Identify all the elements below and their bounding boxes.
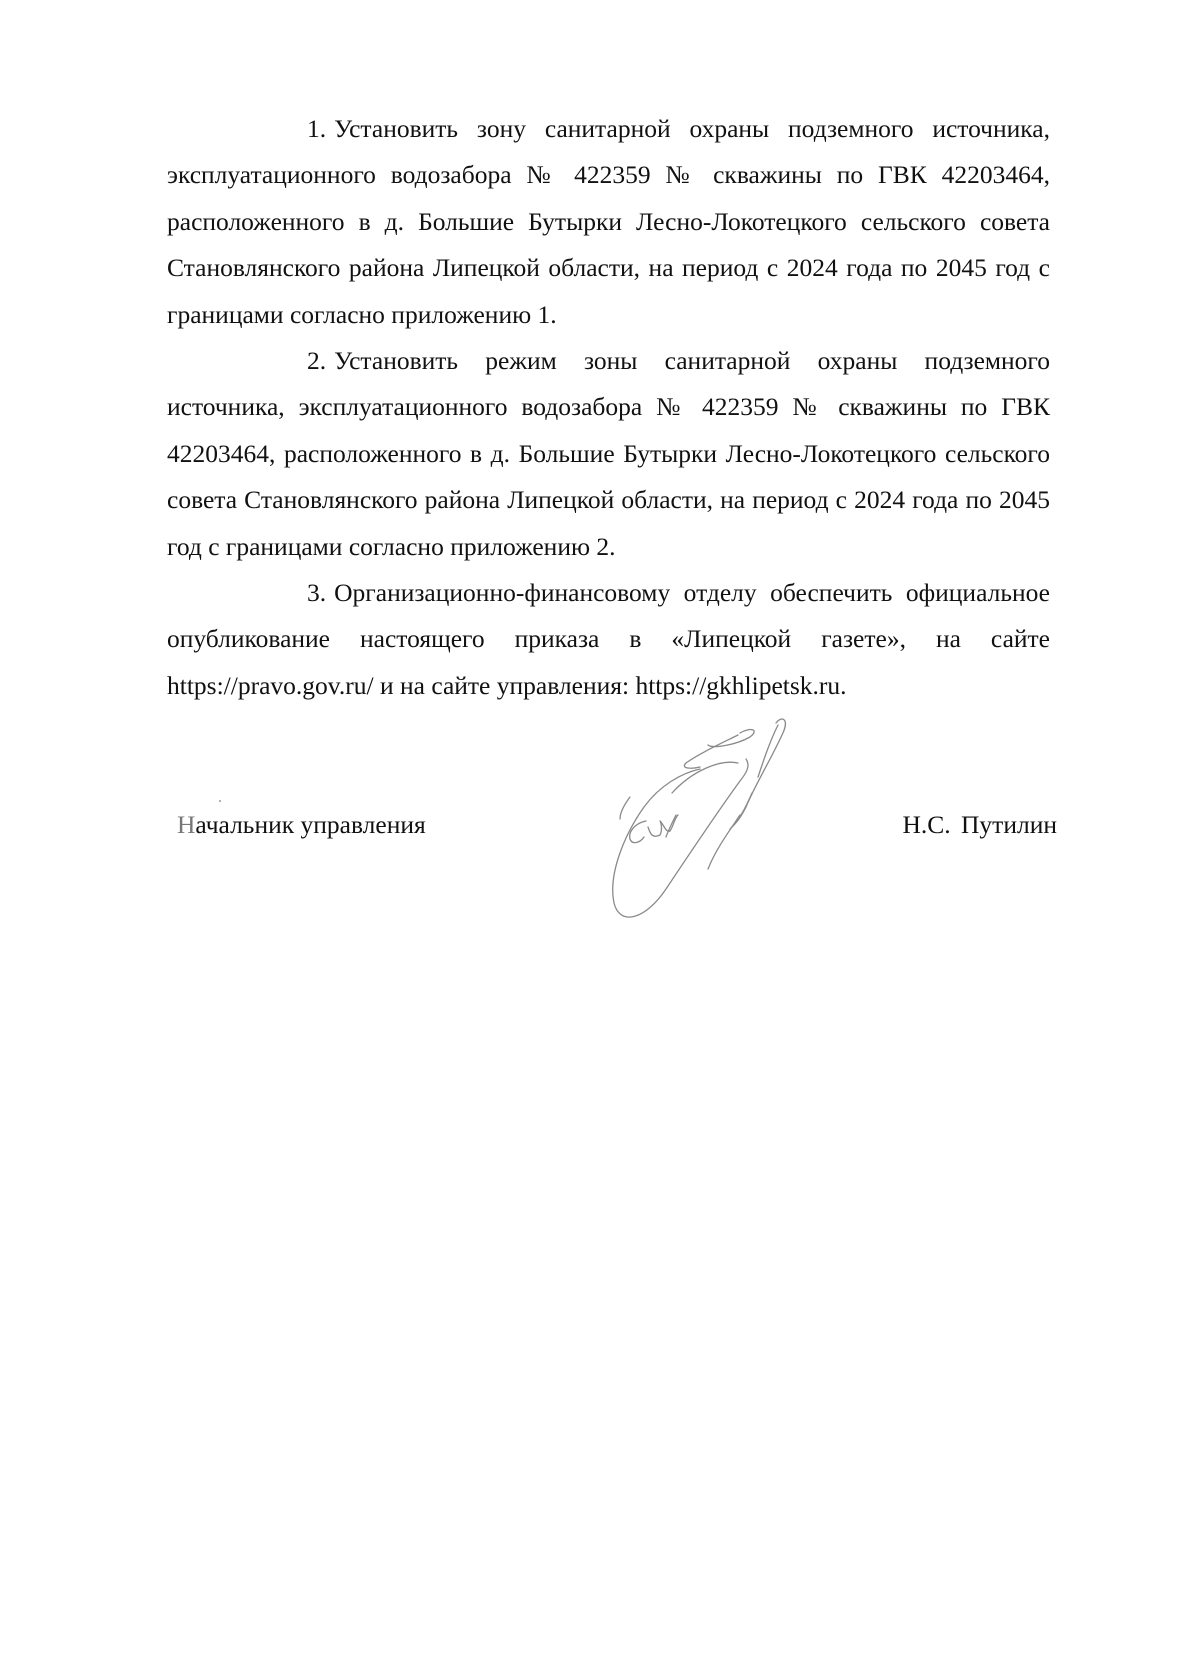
position-title (177, 807, 426, 843)
position-title-rest: ачальник управления (195, 810, 426, 839)
clause-text: Установить зону санитарной охраны подземного источника, эксплуатационного водозабора № 422359 № скважины по ГВК 42203464, расположенного в д. Большие Бутырки Лесно-Локотецкого сельского совета Становлянского района Липецкой области, на период с 2024 года по 2045 год с границами согласно приложению 1. (167, 114, 1050, 329)
signer-name: Н.С. Путилин (902, 810, 1057, 839)
clause-3 (167, 570, 1050, 709)
position-title-initial: Н (177, 810, 196, 839)
clause-1 (167, 106, 1050, 338)
clause-2 (167, 338, 1050, 570)
scan-speck (219, 800, 221, 802)
handwritten-signature (600, 715, 840, 955)
clause-text: Организационно-финансовому отделу обеспечить официальное опубликование настоящего приказа в «Липецкой газете», на сайте https://pravo.gov.ru/ и на сайте управления: https://gkhlipetsk.ru. (167, 578, 1050, 700)
clause-number: 3. (307, 578, 327, 608)
clause-number: 2. (307, 346, 327, 376)
clause-text: Установить режим зоны санитарной охраны подземного источника, эксплуатационного водозабора № 422359 № скважины по ГВК 42203464, расположенного в д. Большие Бутырки Лесно-Локотецкого сельского совета Становлянского района Липецкой области, на период с 2024 года по 2045 год с границами согласно приложению 2. (167, 346, 1050, 561)
clause-number: 1. (307, 114, 327, 143)
order-clauses (167, 106, 1050, 709)
